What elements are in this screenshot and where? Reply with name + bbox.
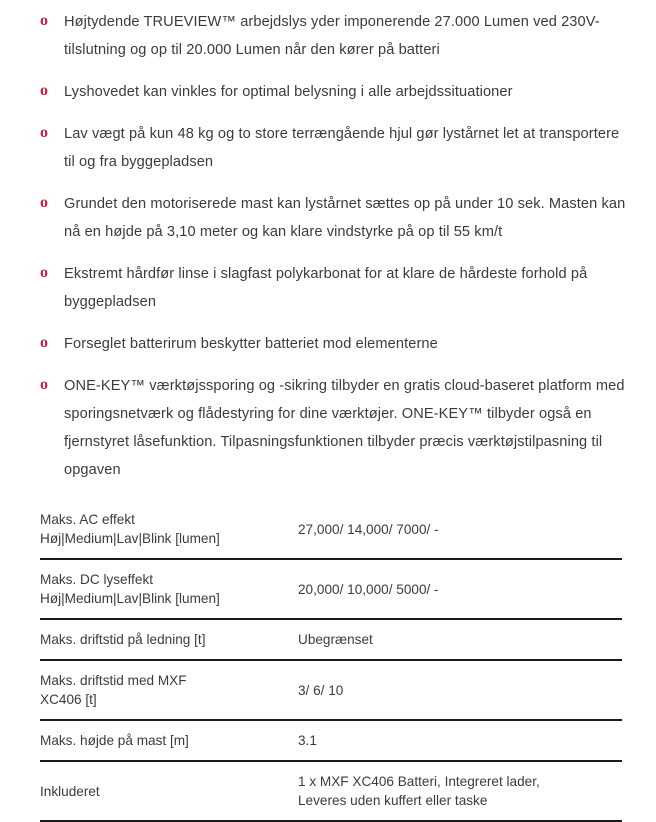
feature-text: Højtydende TRUEVIEW™ arbejdslys yder imponerende 27.000 Lumen ved 230V-tilslutning og op til 20.000 Lumen når den kører på batteri: [64, 14, 600, 58]
spec-label-line-1: Maks. driftstid med MXF: [40, 673, 187, 688]
list-item: [40, 330, 626, 358]
list-item: [40, 190, 626, 246]
spec-label-cell: [40, 559, 288, 619]
spec-value-cell: [288, 559, 622, 619]
spec-label-line-1: Inkluderet: [40, 783, 100, 799]
spec-label-line-1: Maks. DC lyseffekt: [40, 572, 154, 587]
list-item: [40, 78, 626, 106]
circle-bullet-icon: o: [40, 82, 48, 99]
circle-bullet-icon: o: [40, 376, 48, 393]
spec-label-line-2: Høj|Medium|Lav|Blink [lumen]: [40, 531, 220, 546]
feature-text: ONE-KEY™ værktøjssporing og -sikring tilbyder en gratis cloud-baseret platform med sporingsnetværk og flådestyring for dine værktøjer. ONE-KEY™ tilbyder også en fjernstyret låsefunktion. Tilpasningsfunktionen tilbyder præcis værktøjstilpasning til opgaven: [64, 378, 625, 478]
feature-text: Lav vægt på kun 48 kg og to store terrængående hjul gør lystårnet let at transportere til og fra byggepladsen: [64, 126, 620, 170]
spec-value-line-2: Leveres uden kuffert eller taske: [298, 793, 488, 808]
table-row: [40, 500, 622, 559]
table-row: [40, 720, 622, 761]
circle-bullet-icon: o: [40, 264, 48, 281]
spec-value-line-1: 20,000/ 10,000/ 5000/ -: [298, 581, 439, 597]
spec-value-line-1: 1 x MXF XC406 Batteri, Integreret lader,: [298, 774, 540, 789]
spec-value-line-1: 27,000/ 14,000/ 7000/ -: [298, 521, 439, 537]
feature-text: Forseglet batterirum beskytter batteriet mod elementerne: [64, 336, 438, 352]
list-item: [40, 260, 626, 316]
table-row: [40, 559, 622, 619]
spec-value-line-1: 3.1: [298, 733, 317, 748]
circle-bullet-icon: o: [40, 194, 48, 211]
table-row: [40, 660, 622, 720]
spec-label-cell: [40, 720, 288, 761]
spec-value-line-1: 3/ 6/ 10: [298, 682, 344, 698]
spec-label-cell: [40, 500, 288, 559]
spec-value-line-1: Ubegrænset: [298, 632, 373, 647]
spec-label-line-2: Høj|Medium|Lav|Blink [lumen]: [40, 591, 220, 606]
list-item: [40, 8, 626, 64]
spec-label-line-1: Maks. højde på mast [m]: [40, 733, 189, 748]
list-item: [40, 372, 626, 484]
spec-label-cell: [40, 660, 288, 720]
table-row: [40, 619, 622, 660]
table-row: [40, 761, 622, 821]
spec-value-cell: [288, 660, 622, 720]
circle-bullet-icon: o: [40, 124, 48, 141]
spec-value-cell: [288, 500, 622, 559]
spec-label-cell: [40, 761, 288, 821]
spec-value-cell: [288, 720, 622, 761]
spec-value-cell: [288, 761, 622, 821]
feature-text: Ekstremt hårdfør linse i slagfast polykarbonat for at klare de hårdeste forhold på byggepladsen: [64, 266, 588, 310]
feature-text: Grundet den motoriserede mast kan lystårnet sættes op på under 10 sek. Masten kan nå en højde på 3,10 meter og kan klare vindstyrke på op til 55 km/t: [64, 196, 626, 240]
spec-value-cell: [288, 619, 622, 660]
list-item: [40, 120, 626, 176]
circle-bullet-icon: o: [40, 334, 48, 351]
circle-bullet-icon: o: [40, 12, 48, 29]
spec-label-line-1: Maks. AC effekt: [40, 512, 135, 527]
spec-label-cell: [40, 619, 288, 660]
spec-label-line-1: Maks. driftstid på ledning [t]: [40, 632, 206, 647]
spec-label-line-2: XC406 [t]: [40, 692, 97, 707]
feature-text: Lyshovedet kan vinkles for optimal belysning i alle arbejdssituationer: [64, 84, 513, 100]
specifications-table: [40, 500, 622, 822]
